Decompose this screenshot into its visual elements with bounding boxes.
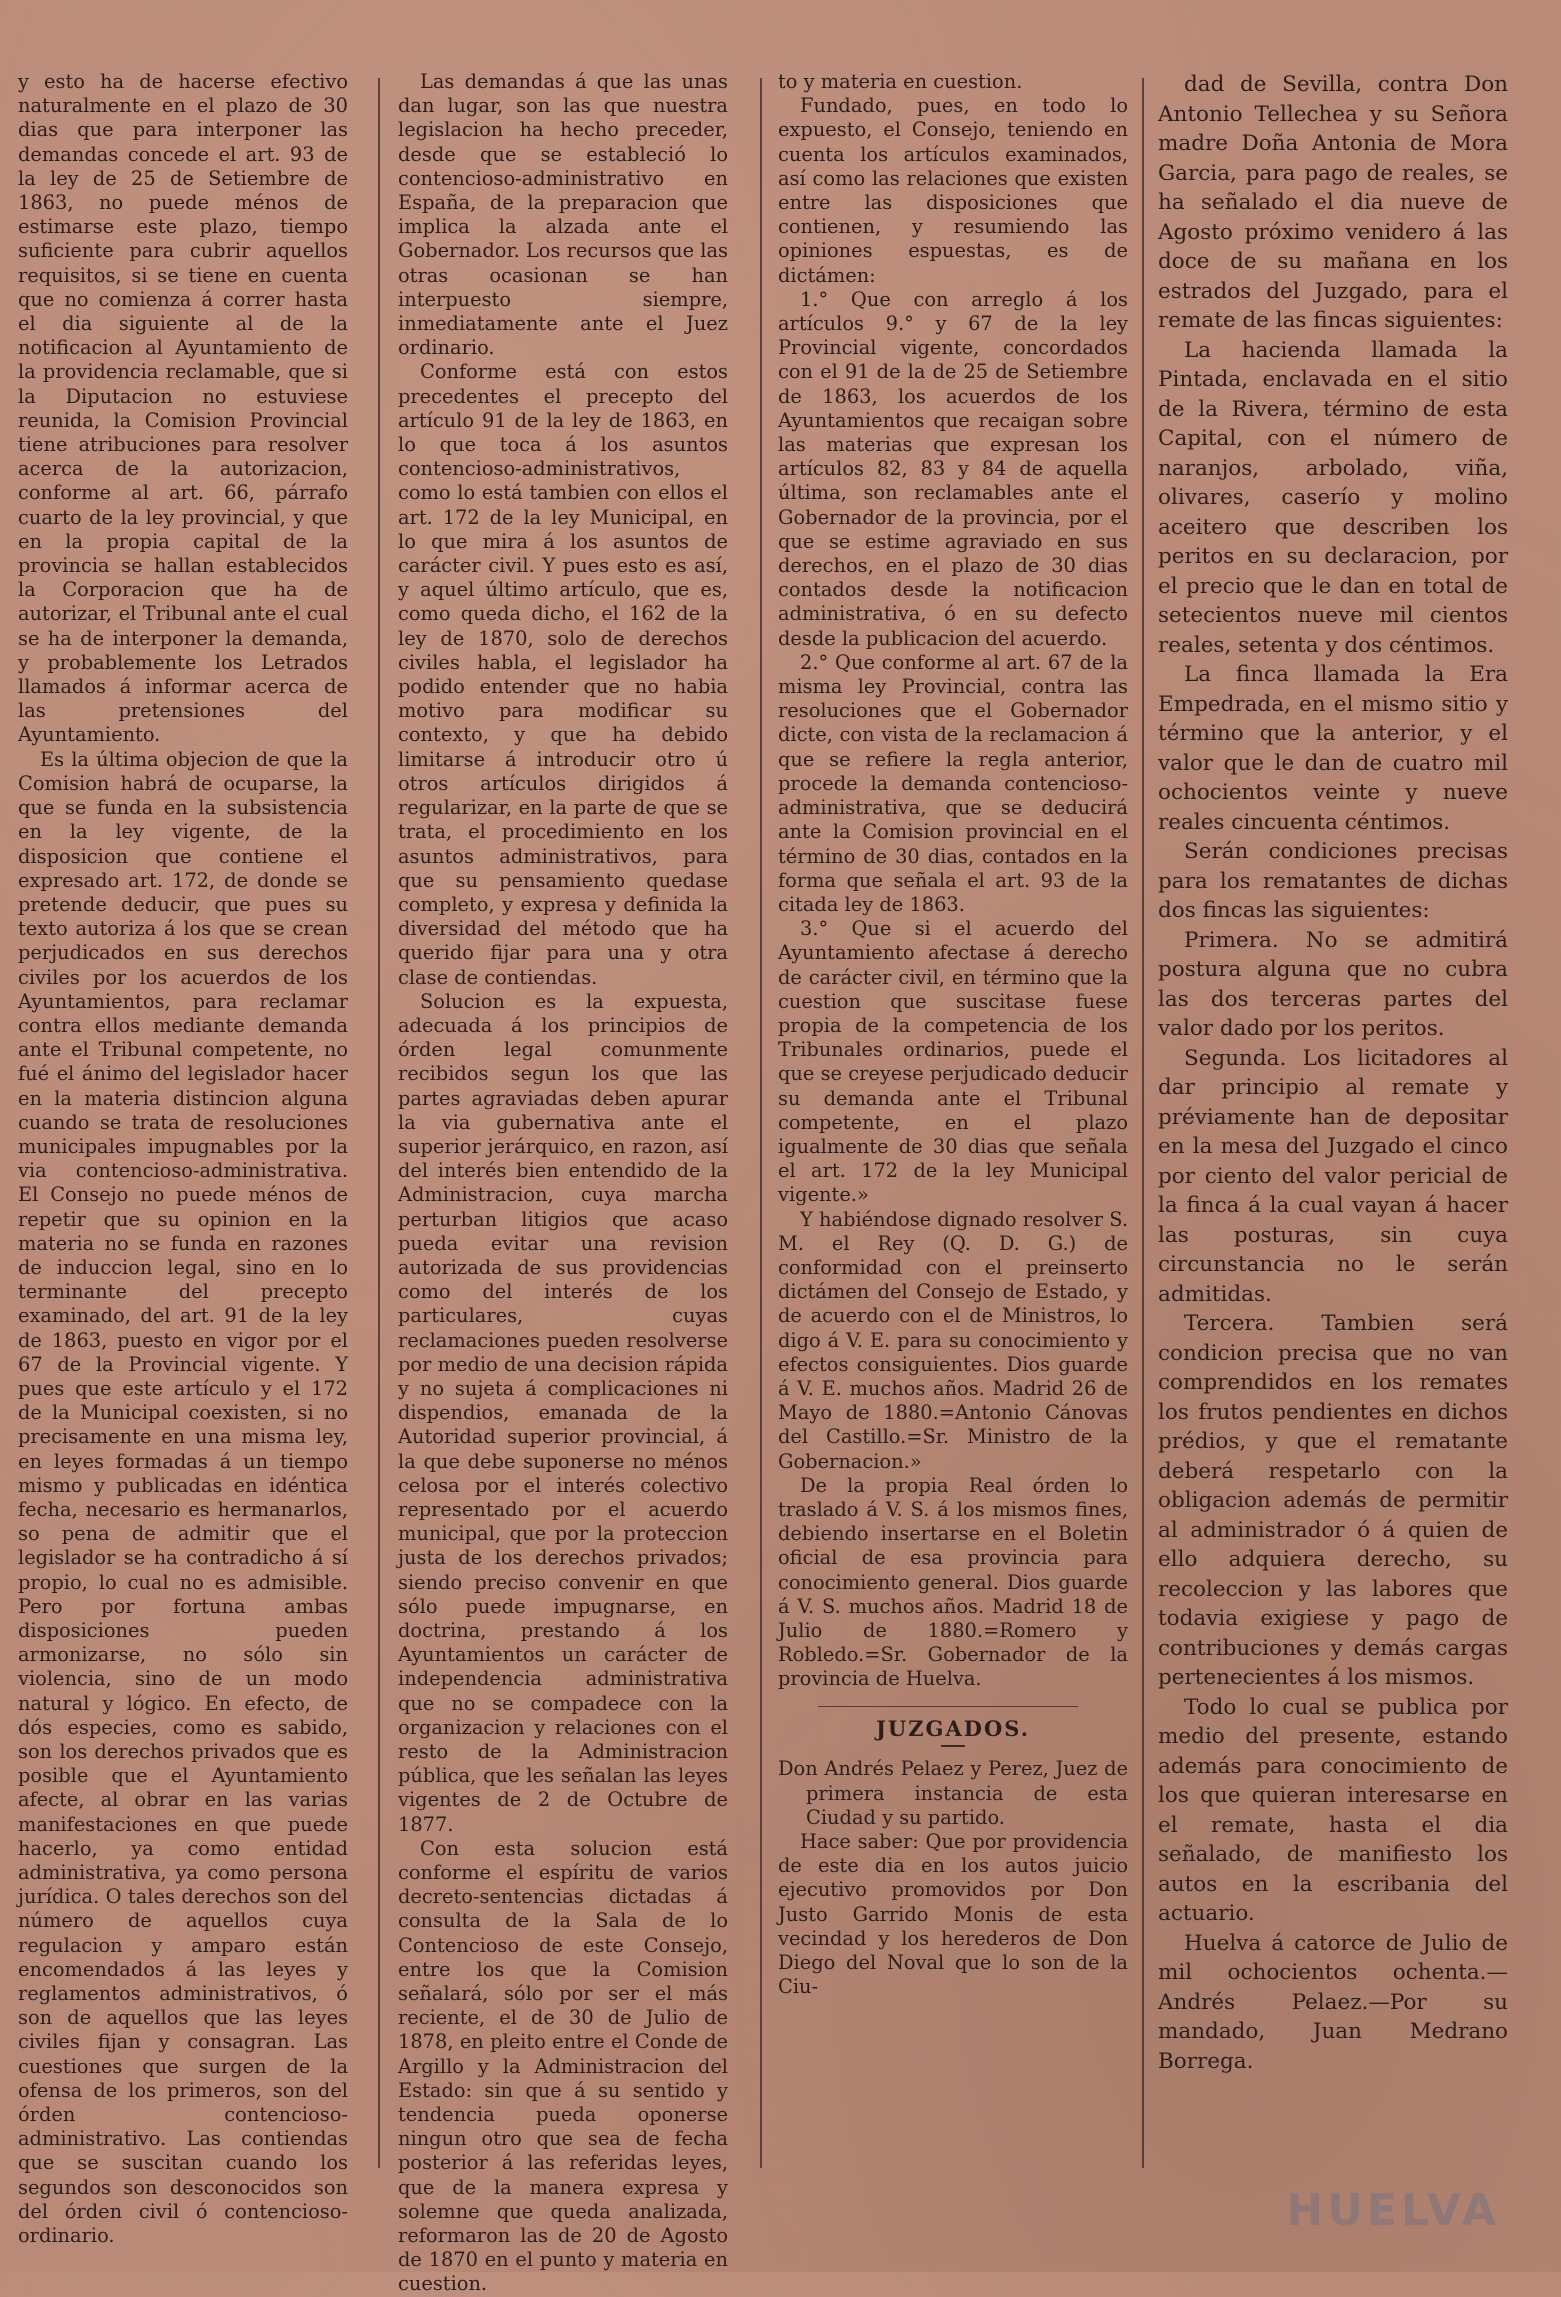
column-rule	[378, 78, 380, 2168]
paragraph: Primera. No se admitirá postura alguna que no cubra las dos terceras partes del valor dado por los peritos.	[1158, 927, 1508, 1041]
paragraph: Fundado, pues, en todo lo expuesto, el Consejo, teniendo en cuenta los artículos examinados, así como las relaciones que existen entre las disposiciones que contienen, y resumiendo las opiniones espuestas, es de dictámen:	[778, 94, 1128, 287]
paragraph: Solucion es la expuesta, adecuada á los principios de órden legal comunmente recibidos segun los que las partes agraviadas deben apurar la via gubernativa ante el superior jerárquico, en razon, así del interés bien entendido de la Administracion, cuya marcha perturban litigios que acaso pueda evitar una revision autorizada de sus providencias como del interés de los particulares, cuyas reclamaciones pueden resolverse por medio de una decision rápida y no sujeta á complicaciones ni dispendios, emanada de la Autoridad superior provincial, á la que debe suponerse no ménos celosa por el interés colectivo representado por el acuerdo municipal, que por la proteccion justa de los derechos privados; siendo preciso convenir en que sólo puede impugnarse, en doctrina, prestando á los Ayuntamientos un carácter de independencia administrativa que no se compadece con la organizacion y relaciones con el resto de la Administracion pública, que les señalan las leyes vigentes de 2 de Octubre de 1877.	[398, 989, 728, 1836]
column-rule	[760, 78, 762, 2168]
paragraph: Serán condiciones precisas para los rematantes de dichas dos fincas las siguientes:	[1158, 839, 1508, 923]
stamp-text: HUELVA	[1286, 2184, 1500, 2236]
heading-divider	[941, 1745, 965, 1747]
paragraph: Hace saber: Que por providencia de este dia en los autos juicio ejecutivo promovidos por Don Justo Garrido Monis de esta vecindad y los herederos de Don Diego del Noval que lo son de la Ciu-	[778, 1829, 1128, 1999]
newspaper-page	[18, 70, 1538, 2296]
paragraph: Con esta solucion está conforme el espíritu de varios decreto-sentencias dictadas á consulta de la Sala de lo Contencioso de este Consejo, entre los que la Comision señalará, sólo por ser el más reciente, el de 30 de Julio de 1878, en pleito entre el Conde de Argillo y la Administracion del Estado: sin que á su sentido y tendencia pueda oponerse ningun otro que sea de fecha posterior á las referidas leyes, que de la manera expresa y solemne que queda analizada, reformaron las de 20 de Agosto de 1870 en el punto y materia en cuestion.	[398, 1836, 728, 2296]
judge-header: Don Andrés Pelaez y Perez, Juez de primera instancia de esta Ciudad y su partido.	[778, 1757, 1128, 1829]
section-divider	[818, 1706, 1078, 1708]
paragraph: Es la última objecion de que la Comision habrá de ocuparse, la que se funda en la subsistencia en la ley vigente, de la disposicion que contiene el expresado art. 172, de donde se pretende deducir, que pues su texto autoriza á los que se crean perjudicados en sus derechos civiles por los acuerdos de los Ayuntamientos, para reclamar contra ellos mediante demanda ante el Tribunal competente, no fué el ánimo del legislador hacer en la materia distincion alguna cuando se trata de resoluciones municipales impugnables por la via contencioso-administrativa. El Consejo no puede ménos de repetir que su opinion en la materia no se funda en razones de induccion legal, sino en lo terminante del precepto examinado, del art. 91 de la ley de 1863, puesto en vigor por el 67 de la Provincial vigente. Y pues que este artículo y el 172 de la Municipal coexisten, si no precisamente en una misma ley, en leyes formadas á un tiempo mismo y publicadas en idéntica fecha, necesario es hermanarlos, so pena de admitir que el legislador se ha contradicho á sí propio, lo cual no es admisible. Pero por fortuna ambas disposiciones pueden armonizarse, no sólo sin violencia, sino de un modo natural y lógico. En efecto, de dós especies, como es sabido, son los derechos privados que es posible que el Ayuntamiento afecte, al obrar en las varias manifestaciones en que puede hacerlo, ya como entidad administrativa, ya como persona jurídica. O tales derechos son del número de aquellos cuya regulacion y amparo están encomendados á las leyes y reglamentos administrativos, ó son de aquellos que las leyes civiles fijan y consagran. Las cuestiones que surgen de la ofensa de los primeros, son del órden contencioso-administrativo. Las contiendas que se suscitan cuando los segundos son desconocidos son del órden civil ó contencioso-ordinario.	[18, 747, 348, 2248]
paragraph: Tercera. Tambien será condicion precisa que no van comprendidos en los remates los frutos pendientes en dichos prédios, y que el rematante deberá respetarlo con la obligacion además de permitir al administrador ó á quien de ello adquiera derecho, su recoleccion y las labores que todavia exigiese y pago de contribuciones y demás cargas pertenecientes á los mismos.	[1158, 1311, 1508, 1690]
archive-stamp	[1160, 2165, 1500, 2255]
text-column-3	[778, 70, 1128, 2170]
paragraph: Huelva á catorce de Julio de mil ochocientos ochenta.—Andrés Pelaez.—Por su mandado, Juan Medrano Borrega.	[1158, 1930, 1508, 2074]
paragraph: dad de Sevilla, contra Don Antonio Tellechea y su Señora madre Doña Antonia de Mora Garcia, para pago de reales, se ha señalado el dia nueve de Agosto próximo venidero á las doce de su mañana en los estrados del Juzgado, para el remate de las fincas siguientes:	[1158, 72, 1508, 333]
section-heading: JUZGADOS.	[875, 1716, 1031, 1742]
paragraph: Todo lo cual se publica por medio del presente, estando además para conocimiento de los que quieran interesarse en el remate, hasta el dia señalado, de manifiesto los autos en la escribania del actuario.	[1158, 1694, 1508, 1926]
text-column-4	[1158, 70, 1508, 2170]
paragraph: Las demandas á que las unas dan lugar, son las que nuestra legislacion ha hecho preceder, desde que se estableció lo contencioso-administrativo en España, de la preparacion que implica la alzada ante el Gobernador. Los recursos que las otras ocasionan se han interpuesto siempre, inmediatamente ante el Juez ordinario.	[398, 70, 728, 360]
paragraph: Segunda. Los licitadores al dar principio al remate y préviamente han de depositar en la mesa del Juzgado el cinco por ciento del valor pericial de la finca á la cual vayan á hacer las posturas, sin cuya circunstancia no le serán admitidas.	[1158, 1045, 1508, 1307]
paragraph: y esto ha de hacerse efectivo naturalmente en el plazo de 30 dias que para interponer las demandas concede el art. 93 de la ley de 25 de Setiembre de 1863, no puede ménos de estimarse este plazo, tiempo suficiente para cubrir aquellos requisitos, si se tiene en cuenta que no comienza á correr hasta el dia siguiente al de la notificacion al Ayuntamiento de la providencia reclamable, que si la Diputacion no estuviese reunida, la Comision Provincial tiene atribuciones para resolver acerca de la autorizacion, conforme al art. 66, párrafo cuarto de la ley provincial, y que en la propia capital de la provincia se hallan establecidos la Corporacion que ha de autorizar, el Tribunal ante el cual se ha de interponer la demanda, y probablemente los Letrados llamados á informar acerca de las pretensiones del Ayuntamiento.	[18, 70, 348, 747]
paragraph: 2.° Que conforme al art. 67 de la misma ley Provincial, contra las resoluciones que el Gobernador dicte, con vista de la reclamacion á que se refiere la regla anterior, procede la demanda contencioso-administrativa, que se deducirá ante la Comision provincial en el término de 30 dias, contados en la forma que señala el art. 93 de la citada ley de 1863.	[778, 650, 1128, 916]
text-column-2	[398, 70, 728, 2296]
paragraph: Conforme está con estos precedentes el precepto del artículo 91 de la ley de 1863, en lo que toca á los asuntos contencioso-administrativos, como lo está tambien con ellos el art. 172 de la ley Municipal, en lo que mira á los asuntos de carácter civil. Y pues esto es así, y aquel último artículo, que es, como queda dicho, el 162 de la ley de 1870, solo de derechos civiles habla, el legislador ha podido entender que no habia motivo para modificar su contexto, y que ha debido limitarse á introducir otro ú otros artículos dirigidos á regularizar, en la parte de que se trata, el procedimiento en los asuntos administrativos, para que su pensamiento quedase completo, y expresa y definida la diversidad del método que ha querido fijar para una y otra clase de contiendas.	[398, 360, 728, 989]
paragraph: De la propia Real órden lo traslado á V. S. á los mismos fines, debiendo insertarse en el Boletin oficial de esa provincia para conocimiento general. Dios guarde á V. S. muchos años. Madrid 18 de Julio de 1880.=Romero y Robledo.=Sr. Gobernador de la provincia de Huelva.	[778, 1473, 1128, 1691]
text-column-1	[18, 70, 348, 2248]
paragraph: La hacienda llamada la Pintada, enclavada en el sitio de la Rivera, término de esta Capital, con el número de naranjos, arbolado, viña, olivares, caserío y molino aceitero que describen los peritos en su declaracion, por el precio que le dan en total de setecientos nueve mil cientos reales, setenta y dos céntimos.	[1158, 337, 1508, 658]
paragraph: 1.° Que con arreglo á los artículos 9.° y 67 de la ley Provincial vigente, concordados con el 91 de la de 25 de Setiembre de 1863, los acuerdos de los Ayuntamientos que recaigan sobre las materias que expresan los artículos 82, 83 y 84 de aquella última, son reclamables ante el Gobernador de la provincia, por el que se estime agraviado en sus derechos, en el plazo de 30 dias contados desde la notificacion administrativa, ó en su defecto desde la publicacion del acuerdo.	[778, 287, 1128, 650]
paragraph: to y materia en cuestion.	[778, 70, 1023, 93]
column-rule	[1142, 78, 1144, 2168]
paragraph: 3.° Que si el acuerdo del Ayuntamiento afectase á derecho de carácter civil, en término que la cuestion que suscitase fuese propia de la competencia de los Tribunales ordinarios, puede el que se creyese perjudicado deducir su demanda ante el Tribunal competente, en el plazo igualmente de 30 dias que señala el art. 172 de la ley Municipal vigente.»	[778, 917, 1128, 1207]
paragraph: Y habiéndose dignado resolver S. M. el Rey (Q. D. G.) de conformidad con el preinserto dictámen del Consejo de Estado, y de acuerdo con el de Ministros, lo digo á V. E. para su conocimiento y efectos consiguientes. Dios guarde á V. E. muchos años. Madrid 26 de Mayo de 1880.=Antonio Cánovas del Castillo.=Sr. Ministro de la Gobernacion.»	[778, 1207, 1128, 1473]
paragraph: La finca llamada la Era Empedrada, en el mismo sitio y término que la anterior, y el valor que le dan de cuatro mil ochocientos veinte y nueve reales cincuenta céntimos.	[1158, 662, 1508, 835]
